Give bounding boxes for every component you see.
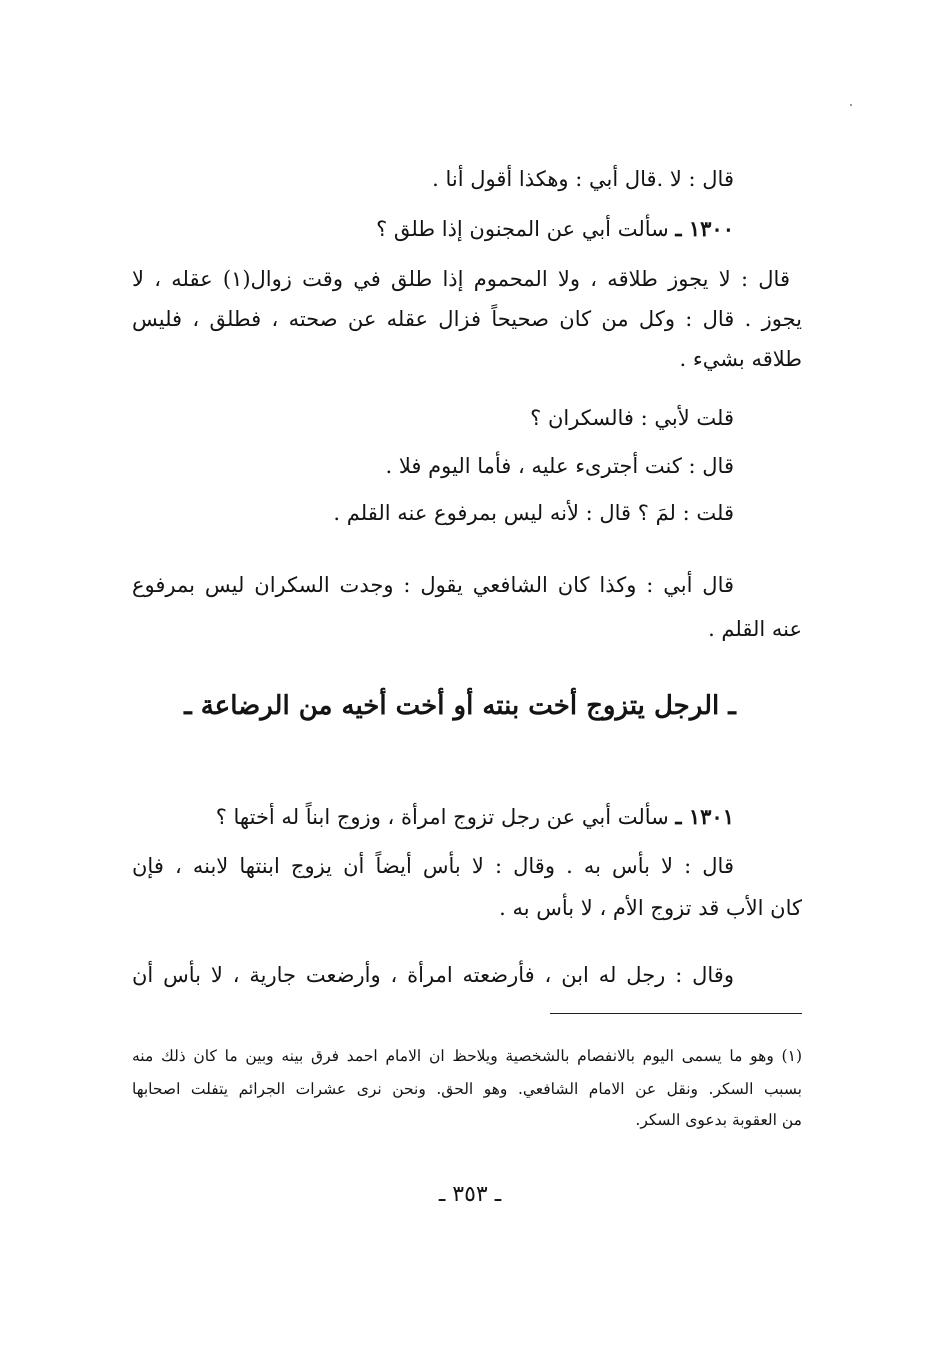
footnote-line-1: (١) وهو ما يسمى اليوم بالانفصام بالشخصية ويلاحظ ان الامام احمد فرق بينه وبين ما كان ذلك منه [132,1047,802,1065]
line-text: سألت أبي عن رجل تزوج امرأة ، وزوج ابناً له أختها ؟ [215,805,669,829]
line-text: قال : لا .قال أبي : وهكذا أقول أنا . [432,167,734,191]
text-line-3: قال : لا يجوز طلاقه ، ولا المحموم إذا طلق في وقت زوال(١) عقله ، لا [132,267,790,291]
text-line-5: طلاقه بشيء . [679,347,802,371]
text-line-13: كان الأب قد تزوج الأم ، لا بأس به . [499,896,802,920]
question-number-1301: ١٣٠١ ـ [675,804,734,829]
text-line-9: قال أبي : وكذا كان الشافعي يقول : وجدت السكران ليس بمرفوع [132,573,734,597]
text-line-1 [432,164,734,194]
footnote-line-3: من العقوبة بدعوى السكر. [635,1111,802,1129]
text-line-4: يجوز . قال : وكل من كان صحيحاً فزال عقله عن صحته ، فطلق ، فليس [132,307,802,331]
question-number-1300: ١٣٠٠ ـ [675,216,734,241]
section-heading: ـ الرجل يتزوج أخت بنته أو أخت أخيه من الرضاعة ـ [184,691,736,721]
page-number: ـ ٣٥٣ ـ [438,1182,502,1207]
text-line-6: قلت لأبي : فالسكران ؟ [530,406,734,430]
line-text: سألت أبي عن المجنون إذا طلق ؟ [376,217,669,241]
text-line-7: قال : كنت أجترىء عليه ، فأما اليوم فلا . [385,454,734,478]
scan-speck [850,104,852,106]
text-line-14: وقال : رجل له ابن ، فأرضعته امرأة ، وأرضعت جارية ، لا بأس أن [132,963,734,987]
text-line-12: قال : لا بأس به . وقال : لا بأس أيضاً أن يزوج ابنتها لابنه ، فإن [132,854,734,878]
text-line-11 [216,802,734,832]
footnote-line-2: بسبب السكر. ونقل عن الامام الشافعي. وهو الحق. ونحن نرى عشرات الجرائم يتفلت اصحابها [132,1080,802,1098]
text-line-2 [376,214,734,244]
text-line-8: قلت : لمَ ؟ قال : لأنه ليس بمرفوع عنه القلم . [333,501,734,525]
footnote-separator [550,1013,802,1014]
text-line-10: عنه القلم . [708,617,802,641]
